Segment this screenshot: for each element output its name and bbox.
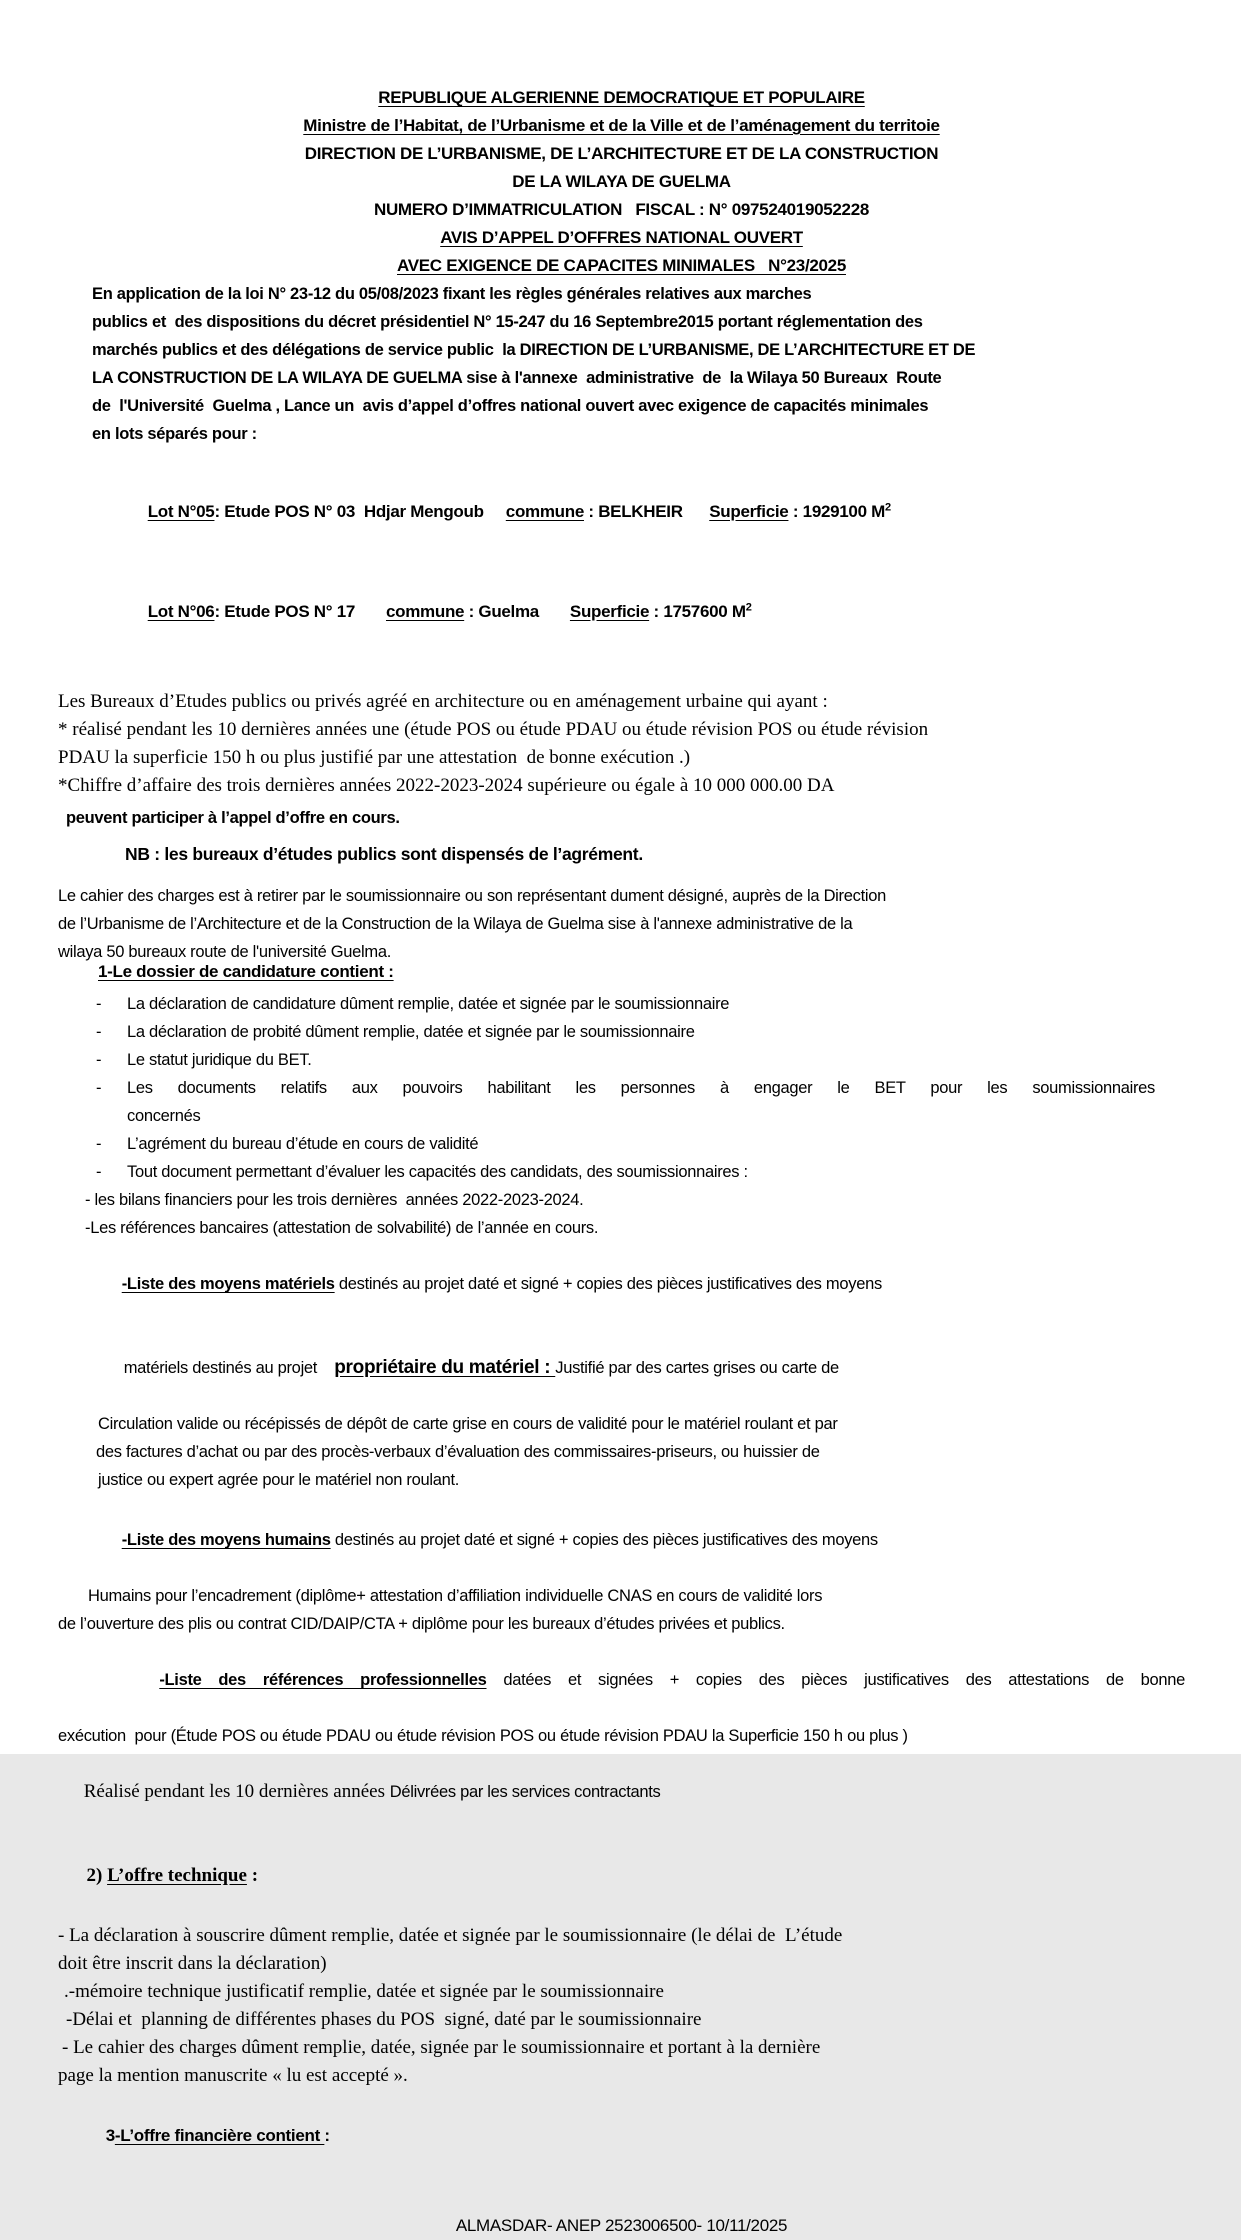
bullet-text: - La déclaration de candidature dûment remplie, datée et signée par le soumissionnaire bbox=[127, 995, 730, 1013]
eligibility-line: Les Bureaux d’Etudes publics ou privés agréé en architecture ou en aménagement urbaine qui ayant : bbox=[58, 691, 828, 712]
moyens-humains-rest: destinés au projet daté et signé + copies des pièces justificatives des moyens bbox=[330, 1531, 878, 1549]
technique-line: - Le cahier des charges dûment remplie, datée, signée par le soumissionnaire et portant à la dernière bbox=[62, 2037, 821, 2058]
references-pro-title: -Liste des références professionnelles bbox=[159, 1671, 487, 1689]
list-item bbox=[58, 1158, 1185, 1186]
technique-line: - La déclaration à souscrire dûment remplie, datée et signée par le soumissionnaire (le délai de L’étude bbox=[58, 1925, 843, 1946]
financiere-heading-number: 3 bbox=[105, 2126, 115, 2145]
lot-commune-value: : BELKHEIR bbox=[584, 502, 710, 521]
technique-line: .-mémoire technique justificatif remplie, datée et signée par le soumissionnaire bbox=[64, 1981, 664, 2002]
eligibility-line: * réalisé pendant les 10 dernières années une (étude POS ou étude PDAU ou étude révision POS ou étude révision bbox=[58, 719, 929, 740]
moyens-materiels-line bbox=[58, 1326, 1185, 1410]
bullet-text: - Tout document permettant d’évaluer les capacités des candidats, des soumissionnaires : bbox=[127, 1163, 748, 1181]
lot-commune-label: commune bbox=[505, 502, 584, 521]
intro-paragraph bbox=[58, 280, 1185, 448]
materiels-l2-start: matériels destinés au projet bbox=[123, 1359, 335, 1377]
intro-line: En application de la loi N° 23-12 du 05/08/2023 fixant les règles générales relatives aux marches bbox=[92, 285, 812, 303]
financiere-heading-text: -L’offre financière contient bbox=[114, 2126, 325, 2145]
moyens-materiels-rest: destinés au projet daté et signé + copies des pièces justificatives des moyens bbox=[334, 1275, 882, 1293]
lot-commune-label: commune bbox=[385, 602, 465, 621]
lot-row-06 bbox=[58, 570, 1185, 654]
references-bancaires-line: -Les références bancaires (attestation de solvabilité) de l’année en cours. bbox=[85, 1219, 599, 1237]
eligibility-line: *Chiffre d’affaire des trois dernières années 2022-2023-2024 supérieure ou égale à 10 000 000.00 DA bbox=[58, 775, 835, 796]
bullet-continuation: concernés bbox=[127, 1107, 201, 1125]
moyens-materiels-line: des factures d’achat ou par des procès-verbaux d’évaluation des commissaires-priseurs, ou huissier de bbox=[96, 1443, 820, 1461]
header-ministry-title: Ministre de l’Habitat, de l’Urbanisme et de la Ville et de l’aménagement du territoie bbox=[303, 116, 940, 135]
header-republic-title: REPUBLIQUE ALGERIENNE DEMOCRATIQUE ET POPULAIRE bbox=[378, 88, 865, 107]
references-pro-rest: datées et signées + copies des pièces justificatives des attestations de bonne bbox=[486, 1671, 1185, 1689]
proprietaire-materiel-title: propriétaire du matériel : bbox=[334, 1357, 556, 1378]
dossier-section bbox=[58, 958, 1185, 1834]
participate-note: peuvent participer à l’appel d’offre en cours. bbox=[66, 809, 400, 827]
moyens-materiels-title: -Liste des moyens matériels bbox=[121, 1275, 335, 1293]
financiere-heading-colon: : bbox=[324, 2126, 330, 2145]
moyens-materiels-line: justice ou expert agrée pour le matériel non roulant. bbox=[98, 1471, 460, 1489]
references-pro-line bbox=[58, 1638, 1185, 1722]
lot-superficie-value: : 1929100 M bbox=[788, 502, 886, 521]
technique-line: -Délai et planning de différentes phases du POS signé, daté par le soumissionnaire bbox=[66, 2009, 702, 2030]
intro-line: marchés publics et des délégations de service public la DIRECTION DE L’URBANISME, DE L’ARCHITECTURE ET DE bbox=[92, 341, 976, 359]
footer-anep-reference: ALMASDAR- ANEP 2523006500- 10/11/2025 bbox=[455, 2216, 788, 2235]
lot-description: : Etude POS N° 17 bbox=[214, 602, 386, 621]
bullet-text: - Le statut juridique du BET. bbox=[127, 1051, 312, 1069]
intro-line: publics et des dispositions du décret présidentiel N° 15-247 du 16 Septembre2015 portant réglementation des bbox=[92, 313, 923, 331]
header-capacites-title: AVEC EXIGENCE DE CAPACITES MINIMALES N°23/2025 bbox=[397, 256, 846, 275]
references-pro-line bbox=[58, 1750, 1185, 1834]
references-pro-line: exécution pour (Étude POS ou étude PDAU ou étude révision POS ou étude révision PDAU la Superficie 150 h ou plus ) bbox=[58, 1727, 908, 1745]
lot-superficie-value: : 1757600 M bbox=[649, 602, 746, 621]
moyens-humains-line: de l’ouverture des plis ou contrat CID/DAIP/CTA + diplôme pour les bureaux d’études privées et publics. bbox=[58, 1615, 785, 1633]
dossier-heading: 1-Le dossier de candidature contient : bbox=[98, 962, 394, 981]
retrait-paragraph bbox=[58, 882, 1185, 966]
moyens-materiels-line: Circulation valide ou récépissés de dépôt de carte grise en cours de validité pour le matériel roulant et par bbox=[98, 1415, 838, 1433]
moyens-materiels-line bbox=[58, 1242, 1185, 1326]
header-direction-title: DIRECTION DE L’URBANISME, DE L’ARCHITECTURE ET DE LA CONSTRUCTION bbox=[304, 144, 939, 163]
lot-label: Lot N°05 bbox=[147, 502, 215, 521]
list-item bbox=[58, 1130, 1185, 1158]
bilans-line: - les bilans financiers pour les trois dernières années 2022-2023-2024. bbox=[85, 1191, 584, 1209]
header-avis-title: AVIS D’APPEL D’OFFRES NATIONAL OUVERT bbox=[440, 228, 803, 247]
delivrees-sans-run: Délivrées par les services contractants bbox=[389, 1783, 661, 1801]
lot-label: Lot N°06 bbox=[147, 602, 215, 621]
bullet-text: - Les documents relatifs aux pouvoirs habilitant les personnes à engager le BET pour les soumissionnaires bbox=[127, 1079, 1155, 1097]
lot-superficie-exponent: 2 bbox=[745, 601, 752, 614]
technique-heading-text: L’offre technique bbox=[107, 1865, 247, 1886]
header-fiscal-number: NUMERO D’IMMATRICULATION FISCAL : N° 097524019052228 bbox=[373, 200, 870, 219]
technique-heading-number: 2) bbox=[86, 1865, 108, 1886]
retrait-line: de l’Urbanisme de l’Architecture et de la Construction de la Wilaya de Guelma sise à l'annexe administrative de la bbox=[58, 915, 853, 933]
lot-commune-value: : Guelma bbox=[464, 602, 570, 621]
materiels-l2-rest: Justifié par des cartes grises ou carte de bbox=[555, 1359, 839, 1377]
list-item bbox=[58, 1074, 1185, 1102]
intro-line: de l'Université Guelma , Lance un avis d’appel d’offres national ouvert avec exigence de capacités minimales bbox=[92, 397, 929, 415]
realise-serif-run: Réalisé pendant les 10 dernières années bbox=[83, 1781, 390, 1802]
intro-line: en lots séparés pour : bbox=[92, 425, 257, 443]
lot-superficie-exponent: 2 bbox=[885, 501, 891, 514]
technique-heading-colon: : bbox=[246, 1865, 259, 1886]
lot-row-05 bbox=[58, 470, 1185, 554]
document-header bbox=[58, 84, 1185, 280]
list-item bbox=[58, 990, 1185, 1018]
lot-superficie-label: Superficie bbox=[709, 502, 789, 521]
financiere-heading bbox=[58, 2094, 1185, 2178]
lot-description: : Etude POS N° 03 Hdjar Mengoub bbox=[214, 502, 506, 521]
list-item bbox=[58, 1046, 1185, 1074]
technique-section bbox=[58, 1834, 1185, 2090]
moyens-humains-line: Humains pour l’encadrement (diplôme+ attestation d’affiliation individuelle CNAS en cours de validité lors bbox=[88, 1587, 823, 1605]
eligibility-line: PDAU la superficie 150 h ou plus justifié par une attestation de bonne exécution .) bbox=[58, 747, 691, 768]
technique-line: doit être inscrit dans la déclaration) bbox=[58, 1953, 327, 1974]
moyens-humains-line bbox=[58, 1498, 1185, 1582]
nb-note: NB : les bureaux d’études publics sont dispensés de l’agrément. bbox=[125, 844, 643, 864]
bullet-text: - La déclaration de probité dûment remplie, datée et signée par le soumissionnaire bbox=[127, 1023, 695, 1041]
bullet-text: - L’agrément du bureau d’étude en cours de validité bbox=[127, 1135, 479, 1153]
lot-superficie-label: Superficie bbox=[569, 602, 650, 621]
list-item bbox=[58, 1018, 1185, 1046]
technique-heading bbox=[58, 1834, 1185, 1918]
eligibility-section bbox=[58, 688, 1185, 868]
moyens-humains-title: -Liste des moyens humains bbox=[121, 1531, 331, 1549]
header-wilaya-title: DE LA WILAYA DE GUELMA bbox=[512, 172, 731, 191]
retrait-line: wilaya 50 bureaux route de l'université Guelma. bbox=[58, 943, 391, 961]
retrait-line: Le cahier des charges est à retirer par le soumissionnaire ou son représentant dument désigné, auprès de la Direction bbox=[58, 887, 886, 905]
intro-line: LA CONSTRUCTION DE LA WILAYA DE GUELMA sise à l'annexe administrative de la Wilaya 50 Bureaux Route bbox=[92, 369, 942, 387]
technique-line: page la mention manuscrite « lu est accepté ». bbox=[58, 2065, 408, 2086]
